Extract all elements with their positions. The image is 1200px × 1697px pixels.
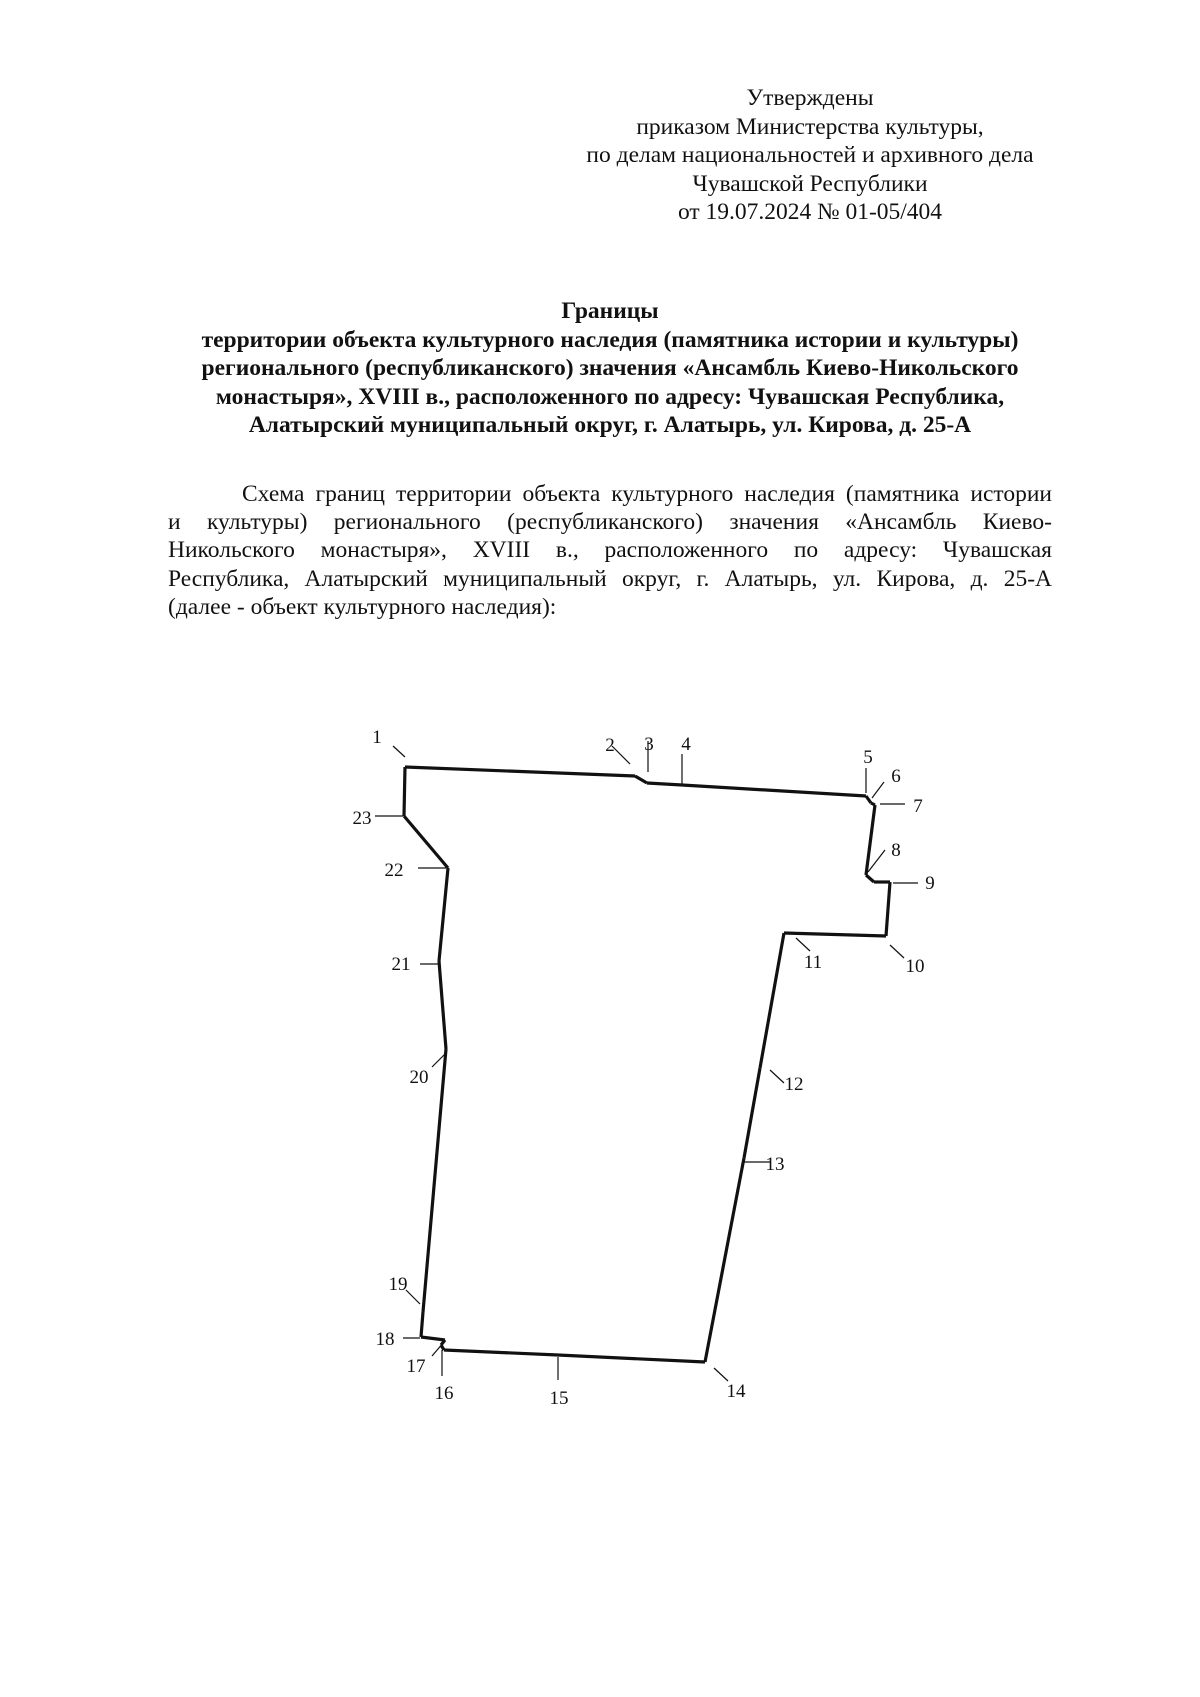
- point-label: 22: [384, 860, 404, 881]
- paragraph-line: Республика, Алатырский муниципальный округ, г. Алатырь, ул. Кирова, д. 25-А: [168, 565, 1052, 592]
- point-label: 9: [925, 873, 935, 894]
- approval-date-number: от 19.07.2024 № 01-05/404: [677, 199, 943, 225]
- point-leader-line: [393, 746, 405, 757]
- point-label: 15: [549, 1388, 569, 1409]
- approval-line: приказом Министерства культуры,: [636, 113, 984, 140]
- point-label: 7: [913, 796, 923, 817]
- boundary-segment: [421, 1312, 423, 1337]
- boundary-segment: [705, 1158, 744, 1362]
- point-label: 3: [644, 734, 654, 755]
- point-label: 11: [803, 952, 823, 973]
- point-label: 8: [891, 840, 901, 861]
- title-line: Границы: [561, 298, 659, 324]
- boundary-segment: [404, 816, 448, 868]
- boundary-segment: [886, 882, 890, 936]
- point-leader-line: [868, 850, 885, 872]
- boundary-segment: [423, 1049, 446, 1312]
- title-line: территории объекта культурного наследия (памятника истории и культуры): [201, 326, 1019, 353]
- title-line: монастыря», XVIII в., расположенного по адресу: Чувашская Республика,: [215, 383, 1005, 410]
- point-label: 12: [784, 1074, 804, 1095]
- point-label: 10: [905, 956, 925, 977]
- boundary-segment: [439, 961, 446, 1049]
- point-label: 2: [605, 735, 615, 756]
- paragraph-line: (далее - объект культурного наследия):: [168, 593, 557, 620]
- point-label: 17: [406, 1356, 426, 1377]
- boundary-segment: [784, 933, 886, 936]
- boundary-segment: [760, 933, 784, 1068]
- boundary-segment: [866, 875, 874, 882]
- boundary-segment: [405, 767, 635, 776]
- point-label: 13: [765, 1154, 785, 1175]
- point-label: 14: [726, 1381, 746, 1402]
- leader-lines: [375, 741, 918, 1381]
- point-label: 6: [891, 766, 901, 787]
- boundary-segment: [647, 783, 682, 785]
- point-label: 1: [372, 727, 382, 748]
- boundary-segment: [558, 1355, 705, 1362]
- boundary-segment: [439, 868, 448, 961]
- boundary-segment: [866, 796, 871, 803]
- paragraph-line: и культуры) регионального (республиканского) значения «Ансамбль Киево-: [168, 509, 1052, 536]
- point-label: 19: [388, 1274, 408, 1295]
- title-line: регионального (республиканского) значения «Ансамбль Киево-Никольского: [201, 355, 1019, 382]
- point-label: 16: [434, 1383, 454, 1404]
- point-leader-line: [406, 1290, 420, 1304]
- paragraph-line: Схема границ территории объекта культурного наследия (памятника истории: [242, 481, 1052, 507]
- approval-line: по делам национальностей и архивного дела: [586, 142, 1034, 168]
- point-leader-line: [714, 1368, 728, 1381]
- paragraph-line: Никольского монастыря», XVIII в., расположенного по адресу: Чувашская: [168, 537, 1052, 564]
- point-leader-line: [872, 782, 884, 798]
- point-label: 4: [681, 734, 691, 755]
- boundary-segment: [871, 803, 875, 805]
- point-label: 23: [352, 808, 372, 829]
- approval-line: Чувашской Республики: [692, 170, 928, 197]
- boundary-segment: [444, 1350, 558, 1355]
- approval-line: Утверждены: [746, 85, 874, 111]
- boundary-segment: [744, 1068, 760, 1158]
- title-line: Алатырский муниципальный округ, г. Алатырь, ул. Кирова, д. 25-А: [248, 412, 972, 439]
- point-label: 20: [409, 1067, 429, 1088]
- boundary-segment: [421, 1337, 445, 1340]
- boundary-polygon: [404, 767, 890, 1362]
- point-label: 18: [375, 1329, 395, 1350]
- boundary-segment: [682, 785, 866, 796]
- point-label: 5: [863, 747, 873, 768]
- point-leader-line: [796, 938, 810, 951]
- point-labels: [353, 727, 935, 1409]
- point-leader-line: [770, 1070, 784, 1083]
- point-label: 21: [391, 954, 411, 975]
- boundary-segment: [635, 776, 647, 783]
- point-leader-line: [890, 945, 904, 958]
- boundary-segment: [404, 767, 405, 816]
